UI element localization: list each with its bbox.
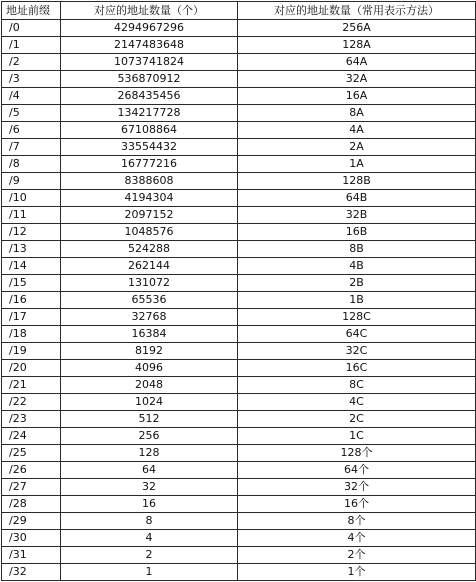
table-row [2, 377, 476, 394]
prefix-cell: /25 [2, 445, 61, 462]
prefix-cell: /19 [2, 343, 61, 360]
table-row [2, 547, 476, 564]
address-count-cell: 512 [61, 411, 238, 428]
table-row [2, 462, 476, 479]
prefix-cell: /10 [2, 190, 61, 207]
prefix-cell: /5 [2, 105, 61, 122]
address-count-cell: 2147483648 [61, 37, 238, 54]
address-count-cell: 262144 [61, 258, 238, 275]
address-count-cell: 8192 [61, 343, 238, 360]
table-row [2, 309, 476, 326]
notation-cell: 8A [238, 105, 476, 122]
address-count-cell: 65536 [61, 292, 238, 309]
prefix-cell: /30 [2, 530, 61, 547]
prefix-cell: /17 [2, 309, 61, 326]
notation-cell: 128B [238, 173, 476, 190]
address-count-cell: 536870912 [61, 71, 238, 88]
prefix-cell: /29 [2, 513, 61, 530]
notation-cell: 128个 [238, 445, 476, 462]
prefix-cell: /16 [2, 292, 61, 309]
notation-cell: 4B [238, 258, 476, 275]
prefix-cell: /8 [2, 156, 61, 173]
notation-cell: 64A [238, 54, 476, 71]
prefix-cell: /9 [2, 173, 61, 190]
table-row [2, 105, 476, 122]
header-address-count: 对应的地址数量（个） [61, 2, 238, 20]
table-row [2, 411, 476, 428]
notation-cell: 2B [238, 275, 476, 292]
address-count-cell: 16384 [61, 326, 238, 343]
table-row [2, 496, 476, 513]
address-count-cell: 8 [61, 513, 238, 530]
prefix-cell: /14 [2, 258, 61, 275]
prefix-cell: /3 [2, 71, 61, 88]
notation-cell: 16A [238, 88, 476, 105]
notation-cell: 32B [238, 207, 476, 224]
table-row [2, 241, 476, 258]
table-header-row [2, 2, 476, 20]
table-row [2, 20, 476, 37]
address-count-cell: 4 [61, 530, 238, 547]
notation-cell: 64个 [238, 462, 476, 479]
address-count-cell: 134217728 [61, 105, 238, 122]
notation-cell: 256A [238, 20, 476, 37]
notation-cell: 16B [238, 224, 476, 241]
prefix-cell: /0 [2, 20, 61, 37]
address-count-cell: 1024 [61, 394, 238, 411]
notation-cell: 16个 [238, 496, 476, 513]
notation-cell: 16C [238, 360, 476, 377]
prefix-cell: /24 [2, 428, 61, 445]
address-count-cell: 4096 [61, 360, 238, 377]
table-row [2, 190, 476, 207]
table-row [2, 207, 476, 224]
table-row [2, 173, 476, 190]
address-count-cell: 1073741824 [61, 54, 238, 71]
notation-cell: 4个 [238, 530, 476, 547]
address-count-cell: 67108864 [61, 122, 238, 139]
table-row [2, 479, 476, 496]
prefix-cell: /6 [2, 122, 61, 139]
prefix-cell: /28 [2, 496, 61, 513]
address-count-cell: 64 [61, 462, 238, 479]
notation-cell: 1A [238, 156, 476, 173]
notation-cell: 64B [238, 190, 476, 207]
prefix-cell: /18 [2, 326, 61, 343]
table-row [2, 292, 476, 309]
notation-cell: 128C [238, 309, 476, 326]
table-row [2, 258, 476, 275]
notation-cell: 1个 [238, 564, 476, 581]
table-row [2, 394, 476, 411]
prefix-cell: /31 [2, 547, 61, 564]
notation-cell: 64C [238, 326, 476, 343]
table-row [2, 326, 476, 343]
address-count-cell: 4194304 [61, 190, 238, 207]
prefix-cell: /27 [2, 479, 61, 496]
notation-cell: 8个 [238, 513, 476, 530]
notation-cell: 2个 [238, 547, 476, 564]
table-body [2, 20, 476, 581]
prefix-cell: /32 [2, 564, 61, 581]
prefix-cell: /15 [2, 275, 61, 292]
prefix-cell: /4 [2, 88, 61, 105]
prefix-cell: /11 [2, 207, 61, 224]
notation-cell: 1B [238, 292, 476, 309]
address-count-cell: 1048576 [61, 224, 238, 241]
table-row [2, 37, 476, 54]
address-count-cell: 16 [61, 496, 238, 513]
prefix-cell: /21 [2, 377, 61, 394]
table-row [2, 224, 476, 241]
address-count-cell: 256 [61, 428, 238, 445]
table-row [2, 139, 476, 156]
table-row [2, 88, 476, 105]
table-row [2, 360, 476, 377]
address-count-cell: 2 [61, 547, 238, 564]
notation-cell: 128A [238, 37, 476, 54]
prefix-cell: /2 [2, 54, 61, 71]
address-count-cell: 128 [61, 445, 238, 462]
notation-cell: 32A [238, 71, 476, 88]
address-count-cell: 16777216 [61, 156, 238, 173]
table-row [2, 54, 476, 71]
prefix-cell: /26 [2, 462, 61, 479]
notation-cell: 32C [238, 343, 476, 360]
prefix-cell: /12 [2, 224, 61, 241]
prefix-cell: /23 [2, 411, 61, 428]
prefix-cell: /1 [2, 37, 61, 54]
header-common-notation: 对应的地址数量（常用表示方法） [238, 2, 476, 20]
address-count-cell: 2048 [61, 377, 238, 394]
table-row [2, 513, 476, 530]
table-row [2, 445, 476, 462]
table-row [2, 122, 476, 139]
notation-cell: 2A [238, 139, 476, 156]
notation-cell: 32个 [238, 479, 476, 496]
table-row [2, 343, 476, 360]
notation-cell: 4A [238, 122, 476, 139]
notation-cell: 8B [238, 241, 476, 258]
table-row [2, 275, 476, 292]
prefix-cell: /13 [2, 241, 61, 258]
table-row [2, 156, 476, 173]
address-count-cell: 131072 [61, 275, 238, 292]
notation-cell: 1C [238, 428, 476, 445]
address-count-cell: 8388608 [61, 173, 238, 190]
table-row [2, 71, 476, 88]
address-count-cell: 32768 [61, 309, 238, 326]
address-count-cell: 4294967296 [61, 20, 238, 37]
notation-cell: 2C [238, 411, 476, 428]
address-count-cell: 2097152 [61, 207, 238, 224]
address-count-cell: 268435456 [61, 88, 238, 105]
prefix-cell: /7 [2, 139, 61, 156]
notation-cell: 8C [238, 377, 476, 394]
address-count-cell: 32 [61, 479, 238, 496]
table-row [2, 530, 476, 547]
address-count-cell: 1 [61, 564, 238, 581]
header-prefix: 地址前缀 [2, 2, 61, 20]
notation-cell: 4C [238, 394, 476, 411]
table-row [2, 564, 476, 581]
address-count-cell: 33554432 [61, 139, 238, 156]
address-prefix-table [1, 1, 476, 581]
prefix-cell: /22 [2, 394, 61, 411]
address-count-cell: 524288 [61, 241, 238, 258]
prefix-cell: /20 [2, 360, 61, 377]
table-row [2, 428, 476, 445]
